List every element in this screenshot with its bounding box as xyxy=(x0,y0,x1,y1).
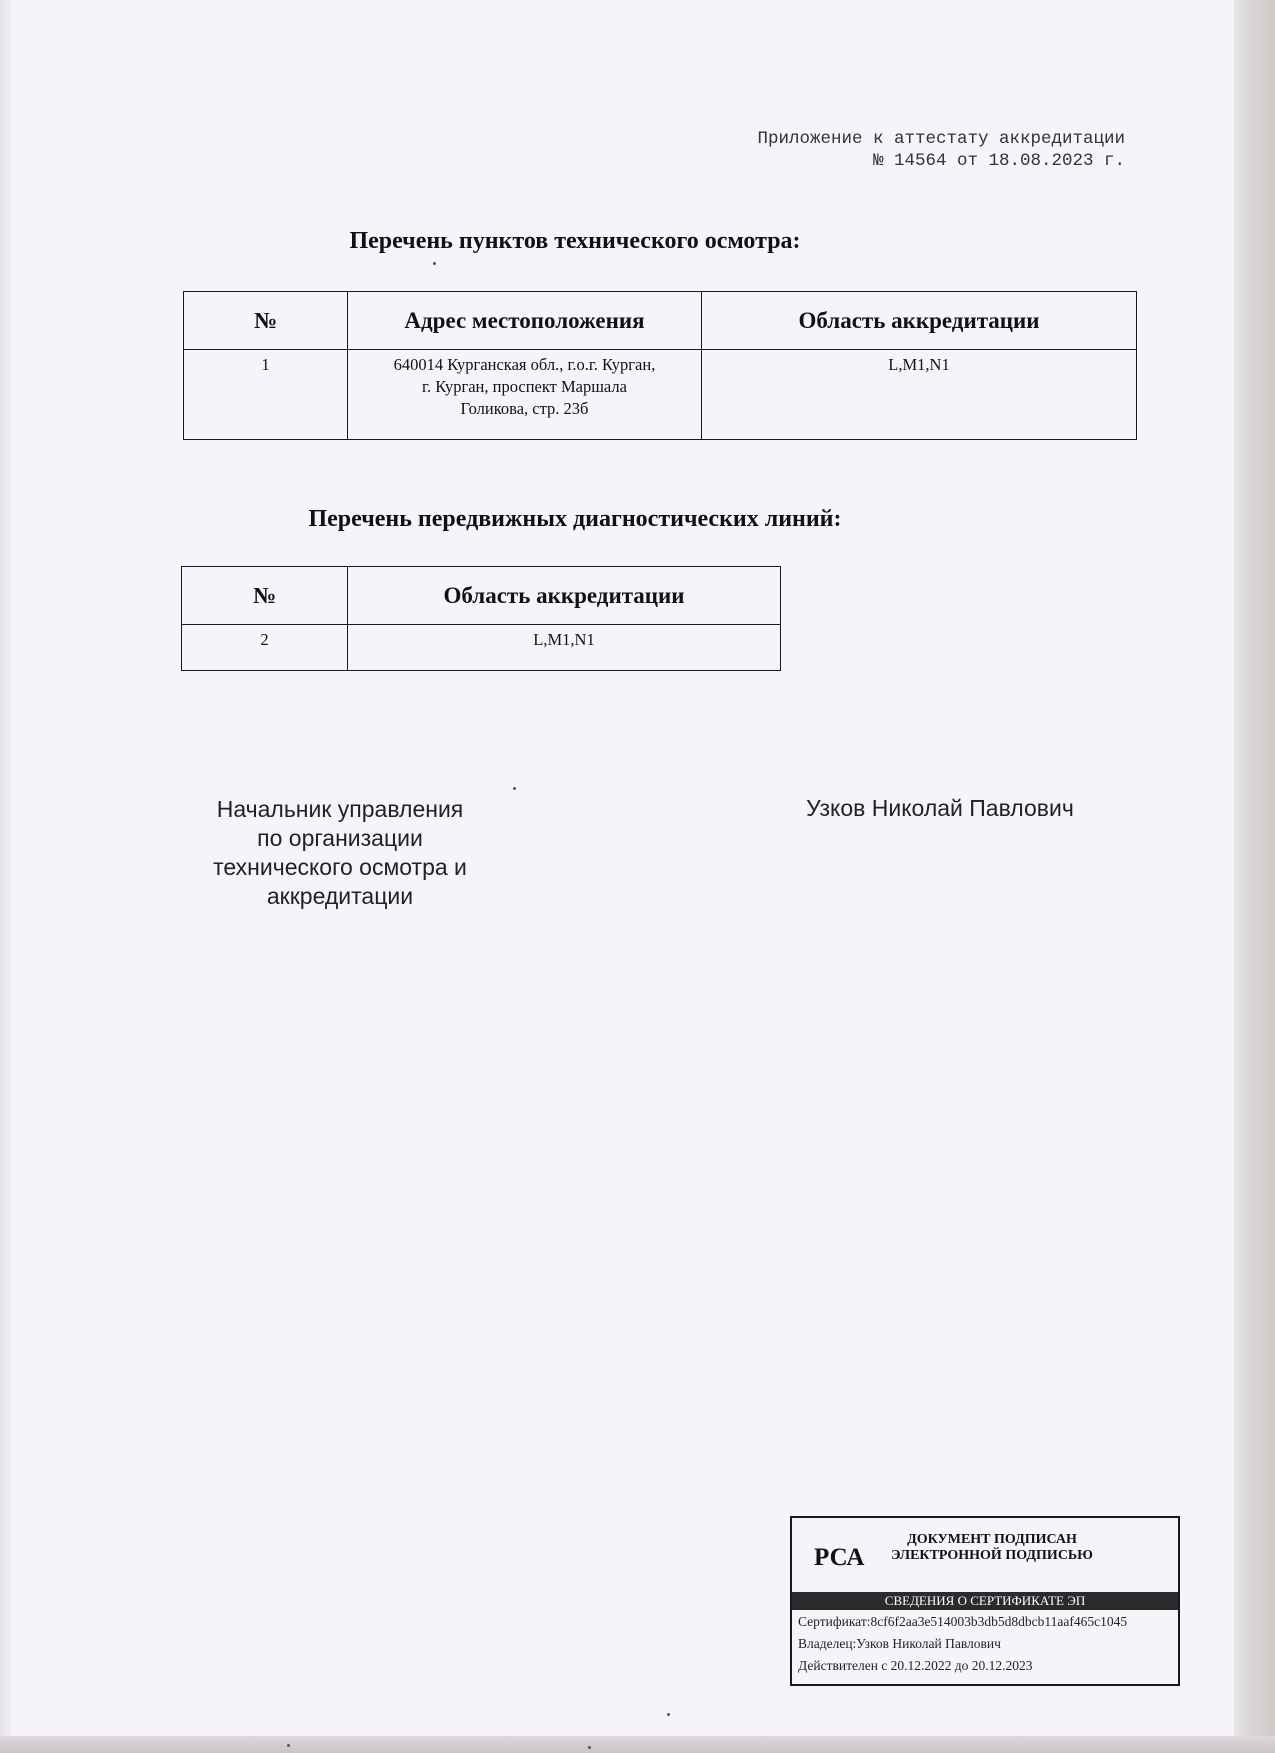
address-line-2: г. Курган, проспект Маршала xyxy=(422,377,627,396)
rsa-logo: РСА xyxy=(814,1544,865,1571)
certificate-owner: Владелец:Узков Николай Павлович xyxy=(798,1636,1001,1651)
mobile-lines-title: Перечень передвижных диагностических линий: xyxy=(308,506,842,532)
electronic-signature-stamp xyxy=(790,1516,1180,1686)
appendix-line-2: № 14564 от 18.08.2023 г. xyxy=(872,151,1125,171)
appendix-header xyxy=(757,128,1125,172)
column-header-scope: Область аккредитации xyxy=(702,292,1137,350)
certificate-validity: Действителен с 20.12.2022 до 20.12.2023 xyxy=(798,1658,1033,1673)
scan-edge-left xyxy=(0,0,12,1753)
certificate-number: Сертификат:8cf6f2aa3e514003b3db5d8dbcb11aaf465c1045 xyxy=(798,1614,1128,1629)
column-header-number: № xyxy=(182,567,348,625)
column-header-address: Адрес местоположения xyxy=(348,292,702,350)
row-number: 2 xyxy=(182,625,348,671)
certificate-info-bar: СВЕДЕНИЯ О СЕРТИФИКАТЕ ЭП xyxy=(792,1592,1178,1610)
signer-position xyxy=(180,795,500,911)
scan-edge-right xyxy=(1234,0,1275,1753)
signer-position-line-2: по организации xyxy=(257,825,423,851)
signer-position-line-3: технического осмотра и xyxy=(213,854,467,880)
scan-speck xyxy=(433,262,436,265)
column-header-number: № xyxy=(184,292,348,350)
inspection-points-title: Перечень пунктов технического осмотра: xyxy=(349,228,801,254)
signer-position-line-4: аккредитации xyxy=(266,883,414,909)
row-scope: L,M1,N1 xyxy=(348,625,781,671)
signer-position-line-1: Начальник управления xyxy=(216,796,464,822)
row-address xyxy=(348,350,702,440)
signer-name: Узков Николай Павлович xyxy=(806,795,1074,821)
inspection-points-table xyxy=(183,291,1137,440)
scan-speck xyxy=(287,1744,290,1747)
column-header-scope: Область аккредитации xyxy=(348,567,781,625)
scan-edge-bottom xyxy=(0,1736,1275,1753)
table-header-row xyxy=(182,567,781,625)
table-row xyxy=(184,350,1137,440)
appendix-line-1: Приложение к аттестату аккредитации xyxy=(757,129,1125,149)
table-row xyxy=(182,625,781,671)
scan-speck xyxy=(513,787,516,790)
table-header-row xyxy=(184,292,1137,350)
stamp-heading-line-1: ДОКУМЕНТ ПОДПИСАН xyxy=(907,1532,1077,1547)
scan-speck xyxy=(588,1746,591,1749)
stamp-heading-line-2: ЭЛЕКТРОННОЙ ПОДПИСЬЮ xyxy=(891,1548,1093,1563)
address-line-3: Голикова, стр. 23б xyxy=(460,399,589,418)
row-scope: L,M1,N1 xyxy=(702,350,1137,440)
mobile-lines-table xyxy=(181,566,781,671)
row-number: 1 xyxy=(184,350,348,440)
scan-speck xyxy=(667,1713,670,1716)
address-line-1: 640014 Курганская обл., г.о.г. Курган, xyxy=(393,355,656,374)
stamp-heading xyxy=(882,1532,1102,1564)
